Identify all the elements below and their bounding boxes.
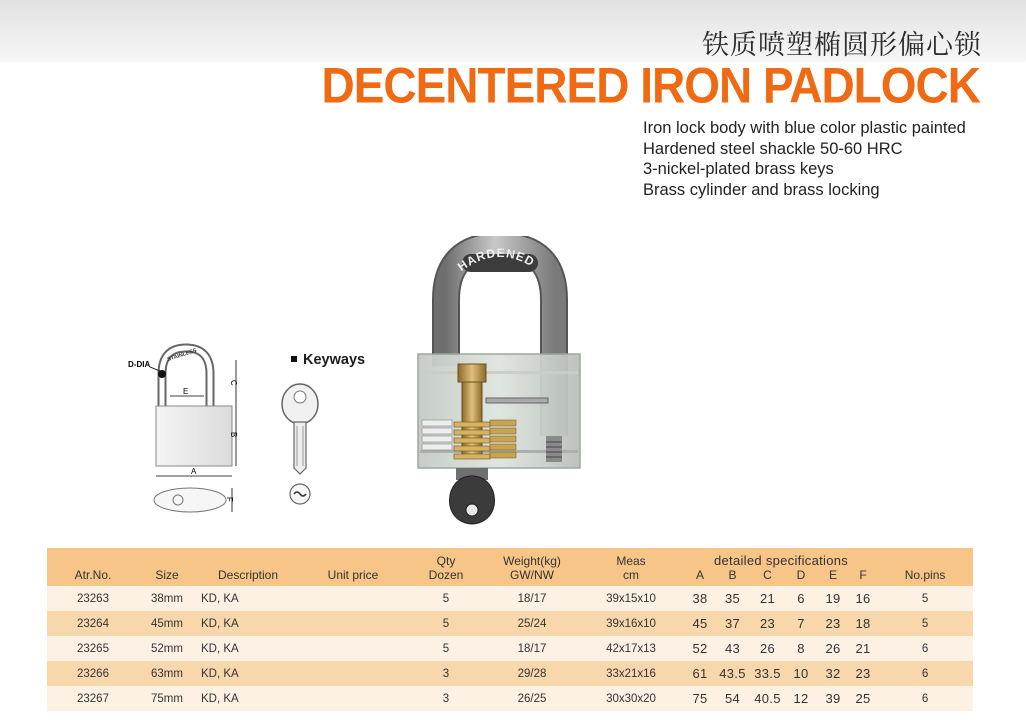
key-icon [275, 382, 325, 512]
cell-size: 45mm [139, 611, 195, 636]
diagram-bottom-view [154, 488, 226, 512]
cell-spec-a: 45 [685, 611, 715, 636]
feature-list [643, 118, 966, 200]
dim-c: C [229, 380, 238, 386]
th-size: Size [139, 568, 195, 586]
dimension-diagram [120, 338, 250, 528]
th-qty-top: Qty [405, 548, 487, 568]
cell-spec-b: 35 [715, 586, 750, 611]
cell-description: KD, KA [195, 686, 301, 711]
cell-spec-f: 16 [849, 586, 877, 611]
diagram-dot [158, 370, 166, 378]
table-row [47, 636, 973, 661]
cell-spec-c: 21 [750, 586, 785, 611]
cell-atr-no: 23267 [47, 686, 139, 711]
cell-spec-f: 21 [849, 636, 877, 661]
cell-unit-price [301, 611, 405, 636]
th-spec-d: D [785, 568, 817, 586]
cell-pins: 5 [877, 611, 973, 636]
cell-atr-no: 23264 [47, 611, 139, 636]
cell-weight: 18/17 [487, 586, 577, 611]
cell-weight: 26/25 [487, 686, 577, 711]
th-empty [47, 548, 139, 568]
cell-spec-d: 7 [785, 611, 817, 636]
cell-spec-a: 38 [685, 586, 715, 611]
cell-description: KD, KA [195, 661, 301, 686]
cell-meas: 30x30x20 [577, 686, 685, 711]
cell-description: KD, KA [195, 586, 301, 611]
th-description: Description [195, 568, 301, 586]
cell-unit-price [301, 586, 405, 611]
cell-spec-b: 43.5 [715, 661, 750, 686]
th-spec-f: F [849, 568, 877, 586]
cell-size: 52mm [139, 636, 195, 661]
cell-spec-b: 54 [715, 686, 750, 711]
cell-meas: 39x15x10 [577, 586, 685, 611]
cell-pins: 6 [877, 636, 973, 661]
cell-spec-b: 37 [715, 611, 750, 636]
cell-spec-e: 26 [817, 636, 849, 661]
cell-qty: 5 [405, 611, 487, 636]
th-spec-a: A [685, 568, 715, 586]
cell-spec-d: 8 [785, 636, 817, 661]
cell-spec-c: 23 [750, 611, 785, 636]
cell-spec-d: 12 [785, 686, 817, 711]
th-spec-group: detailed specifications [685, 548, 877, 568]
cell-unit-price [301, 636, 405, 661]
feature-item: Hardened steel shackle 50-60 HRC [643, 139, 903, 158]
cell-unit-price [301, 661, 405, 686]
cell-atr-no: 23266 [47, 661, 139, 686]
cell-qty: 5 [405, 586, 487, 611]
table-row [47, 586, 973, 611]
cell-qty: 5 [405, 636, 487, 661]
cell-spec-a: 61 [685, 661, 715, 686]
cell-meas: 42x17x13 [577, 636, 685, 661]
cell-size: 38mm [139, 586, 195, 611]
cell-weight: 29/28 [487, 661, 577, 686]
cell-spec-c: 26 [750, 636, 785, 661]
cell-spec-f: 18 [849, 611, 877, 636]
label-d-dia: D-DIA [128, 360, 151, 369]
th-spec-e: E [817, 568, 849, 586]
title-chinese: 铁质喷塑椭圆形偏心锁 [702, 30, 982, 61]
th-meas-bottom: cm [577, 568, 685, 586]
dim-b: B [229, 432, 238, 438]
cell-unit-price [301, 686, 405, 711]
cell-description: KD, KA [195, 636, 301, 661]
cell-atr-no: 23265 [47, 636, 139, 661]
cell-pins: 6 [877, 661, 973, 686]
cell-weight: 18/17 [487, 636, 577, 661]
th-spec-b: B [715, 568, 750, 586]
cell-qty: 3 [405, 686, 487, 711]
th-qty-bottom: Dozen [405, 568, 487, 586]
spec-table [47, 548, 973, 711]
padlock-cutaway-image [410, 236, 590, 526]
cell-weight: 25/24 [487, 611, 577, 636]
cell-spec-a: 52 [685, 636, 715, 661]
cell-spec-c: 40.5 [750, 686, 785, 711]
cell-spec-e: 32 [817, 661, 849, 686]
table-row [47, 611, 973, 636]
cell-size: 63mm [139, 661, 195, 686]
dim-f: F [225, 497, 234, 502]
cell-pins: 6 [877, 686, 973, 711]
cell-spec-d: 6 [785, 586, 817, 611]
cell-meas: 33x21x16 [577, 661, 685, 686]
th-unit-price: Unit price [301, 568, 405, 586]
th-spec-c: C [750, 568, 785, 586]
cell-spec-d: 10 [785, 661, 817, 686]
keyways-label: Keyways [291, 352, 365, 368]
cell-spec-b: 43 [715, 636, 750, 661]
table-row [47, 661, 973, 686]
feature-item: Brass cylinder and brass locking [643, 180, 880, 199]
title-english: DECENTERED IRON PADLOCK [321, 57, 980, 114]
cell-spec-f: 25 [849, 686, 877, 711]
cell-pins: 5 [877, 586, 973, 611]
cell-qty: 3 [405, 661, 487, 686]
dim-a: A [191, 467, 197, 476]
key-head [449, 476, 494, 524]
th-weight-bottom: GW/NW [487, 568, 577, 586]
cell-size: 75mm [139, 686, 195, 711]
th-meas-top: Meas [577, 548, 685, 568]
cell-spec-f: 23 [849, 661, 877, 686]
cell-spec-e: 23 [817, 611, 849, 636]
th-weight-top: Weight(kg) [487, 548, 577, 568]
feature-item: 3-nickel-plated brass keys [643, 160, 834, 178]
cell-spec-a: 75 [685, 686, 715, 711]
cell-atr-no: 23263 [47, 586, 139, 611]
cell-spec-e: 39 [817, 686, 849, 711]
table-row [47, 686, 973, 711]
th-atr-no: Atr.No. [47, 568, 139, 586]
shackle-text: HARDENED [455, 245, 538, 274]
label-stainless: STAINLESS [166, 347, 198, 363]
diagram-body [156, 406, 232, 466]
feature-item: Iron lock body with blue color plastic painted [643, 119, 966, 137]
cell-meas: 39x16x10 [577, 611, 685, 636]
dim-e: E [183, 387, 189, 396]
cell-description: KD, KA [195, 611, 301, 636]
cell-spec-c: 33.5 [750, 661, 785, 686]
cell-spec-e: 19 [817, 586, 849, 611]
th-pins: No.pins [877, 568, 973, 586]
